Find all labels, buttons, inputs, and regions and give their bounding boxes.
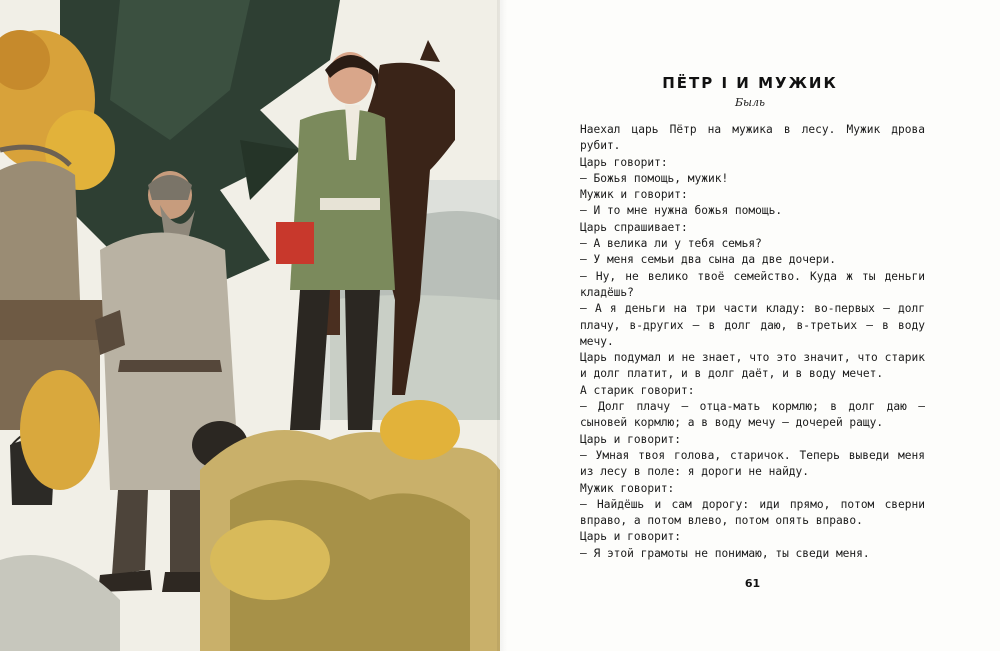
- paragraph: — Умная твоя голова, старичок. Теперь выведи меня из лесу в поле: я дороги не найду.: [580, 448, 925, 479]
- story-body: [580, 122, 925, 562]
- peasant-belt: [118, 360, 222, 372]
- paragraph: Мужик говорит:: [580, 481, 675, 495]
- paragraph: — Долг плачу — отца-мать кормлю; в долг даю — сыновей кормлю; а в воду мечу — дочерей ращу.: [580, 400, 925, 430]
- paragraph: — Ну, не велико твоё семейство. Куда ж ты деньги кладёшь?: [580, 269, 925, 299]
- story-title: ПЁТР I И МУЖИК: [662, 74, 838, 92]
- page-gutter: [497, 0, 507, 651]
- paragraph: — И то мне нужна божья помощь.: [580, 204, 783, 218]
- paragraph: А старик говорит:: [580, 383, 695, 397]
- yellow-shrub-right: [380, 400, 460, 460]
- paragraph: — А я деньги на три части кладу: во-первых — долг плачу, в-других — в долг даю, в-третьих — в воду мечу.: [580, 302, 925, 348]
- paragraph: Царь и говорит:: [580, 530, 682, 544]
- paragraph: — Я этой грамоты не понимаю, ты сведи меня.: [580, 546, 870, 560]
- paragraph: Царь и говорит:: [580, 432, 682, 446]
- page-number: 61: [744, 577, 761, 590]
- peasant-leg-right: [170, 490, 205, 575]
- paragraph: — А велика ли у тебя семья?: [580, 237, 762, 251]
- yellow-shrub-left: [20, 370, 100, 490]
- wood-pile: [0, 300, 110, 340]
- paragraph: Наехал царь Пётр на мужика в лесу. Мужик дрова рубит.: [580, 123, 925, 153]
- story-subtitle: Быль: [734, 96, 766, 109]
- yellow-shrub-bottom: [210, 520, 330, 600]
- tsar-sash: [320, 198, 380, 210]
- paragraph: Царь говорит:: [580, 155, 668, 169]
- paragraph: — У меня семьи два сына да две дочери.: [580, 253, 836, 267]
- red-book: [276, 222, 314, 264]
- peasant-leg-left: [112, 490, 148, 575]
- wagon-cover: [0, 161, 80, 300]
- paragraph: Мужик и говорит:: [580, 188, 688, 202]
- paragraph: Царь спрашивает:: [580, 220, 688, 234]
- paragraph: Царь подумал и не знает, что это значит, что старик и долг платит, и в долг даёт, и в воду мечет.: [580, 351, 925, 381]
- paragraph: — Найдёшь и сам дорогу: иди прямо, потом сверни вправо, а потом влево, потом опять вправо.: [580, 497, 925, 528]
- paragraph: — Божья помощь, мужик!: [580, 171, 729, 185]
- text-page: [520, 0, 1000, 651]
